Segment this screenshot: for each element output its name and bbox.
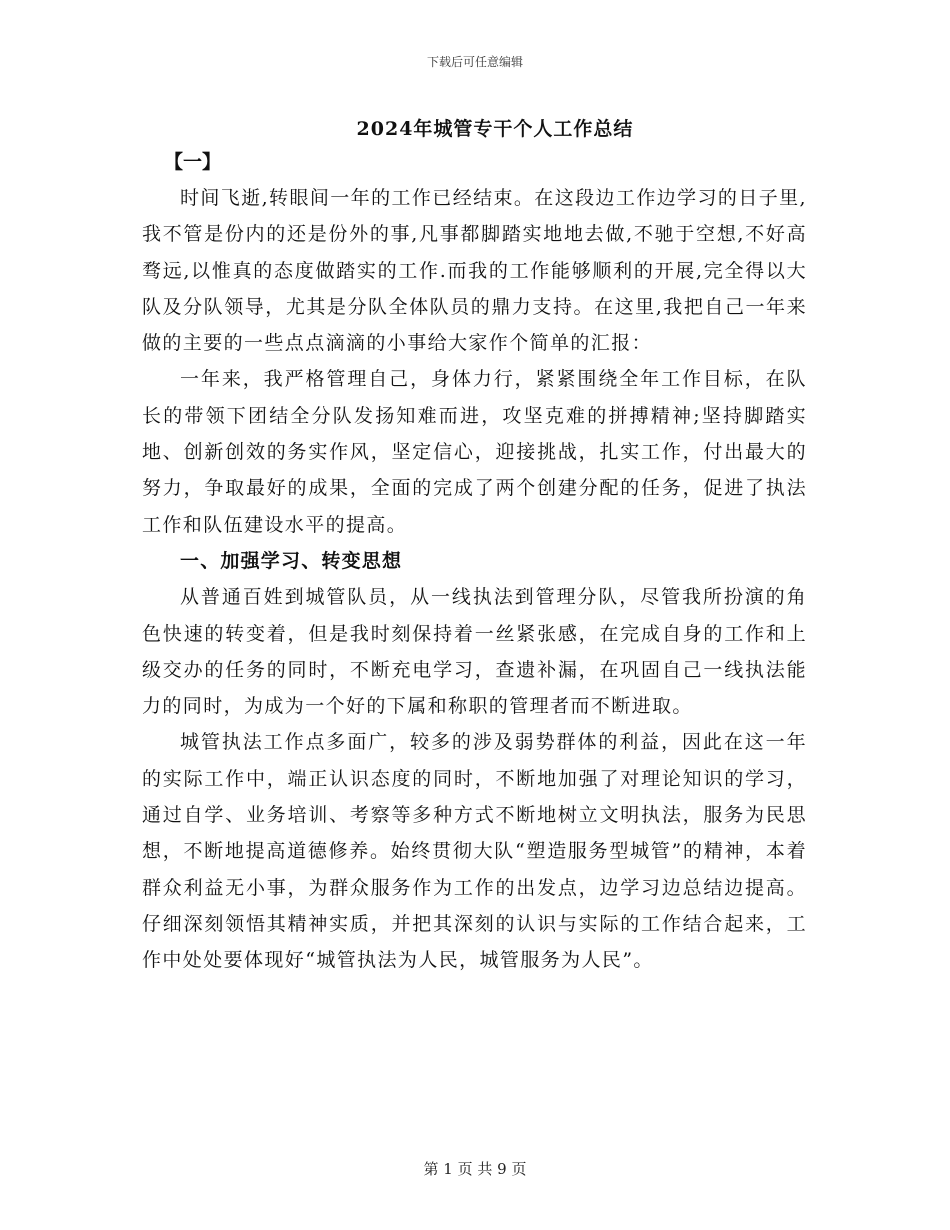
page-number: 第 1 页 共 9 页	[423, 1160, 527, 1178]
paragraph-learning: 从普通百姓到城管队员，从一线执法到管理分队，尽管我所扮演的角色快速的转变着，但是我时刻保持着一丝紧张感，在完成自身的工作和上级交办的任务的同时，不断充电学习，查遗补漏，在巩固自己一线执法能力的同时，为成为一个好的下属和称职的管理者而不断进取。	[142, 586, 807, 718]
paragraph-intro: 时间飞逝,转眼间一年的工作已经结束。在这段边工作边学习的日子里,我不管是份内的还是份外的事,凡事都脚踏实地地去做,不驰于空想,不好高骛远,以惟真的态度做踏实的工作.而我的工作能够顺利的开展,完全得以大队及分队领导，尤其是分队全体队员的鼎力支持。在这里,我把自己一年来做的主要的一些点点滴滴的小事给大家作个简单的汇报：	[142, 187, 807, 355]
paragraph-enforcement: 城管执法工作点多面广，较多的涉及弱势群体的利益，因此在这一年的实际工作中，端正认识态度的同时，不断地加强了对理论知识的学习，通过自学、业务培训、考察等多种方式不断地树立文明执法，服务为民思想，不断地提高道德修养。始终贯彻大队“塑造服务型城管”的精神，本着群众利益无小事，为群众服务作为工作的出发点，边学习边总结边提高。仔细深刻领悟其精神实质，并把其深刻的认识与实际的工作结合起来，工作中处处要体现好“城管执法为人民，城管服务为人民”。	[142, 731, 807, 972]
section-heading: 一、加强学习、转变思想	[180, 549, 403, 572]
paragraph-summary: 一年来，我严格管理自己，身体力行，紧紧围绕全年工作目标，在队长的带领下团结全分队发扬知难而进，攻坚克难的拼搏精神;坚持脚踏实地、创新创效的务实作风，坚定信心，迎接挑战，扎实工作，付出最大的努力，争取最好的成果，全面的完成了两个创建分配的任务，促进了执法工作和队伍建设水平的提高。	[142, 368, 807, 536]
header-note: 下载后可任意编辑	[426, 55, 523, 69]
section-mark: 【一】	[164, 151, 222, 173]
document-title: 2024年城管专干个人工作总结	[356, 118, 634, 140]
document-body	[142, 144, 807, 979]
